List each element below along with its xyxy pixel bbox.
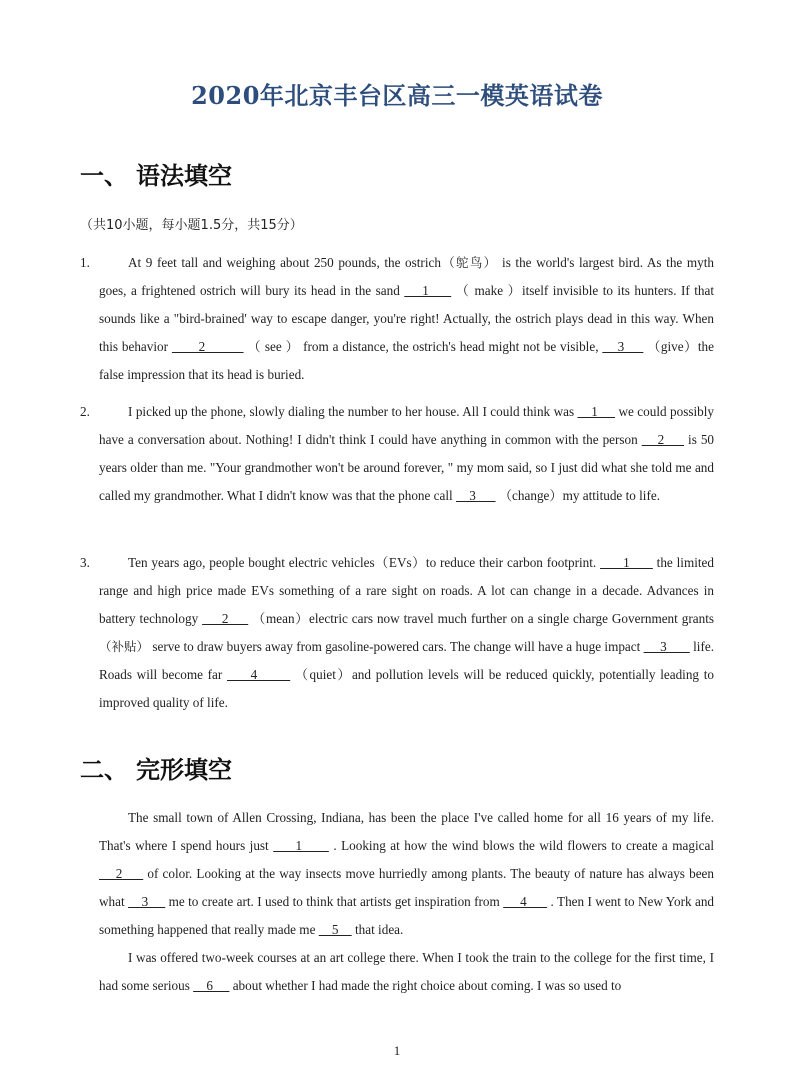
text-run: I picked up the phone, slowly dialing the number to her house. All I could think was [128, 404, 578, 419]
text-run: life. Roads will become far [99, 639, 715, 682]
text-run: The small town of Allen Crossing, Indiana, has been the place I've called home for all 16 years of my life. That's where I spend hours just [99, 810, 714, 853]
passage-paragraph-2 [99, 944, 714, 1000]
text-run: （ see ） from a distance, the ostrich's head might not be visible, [243, 339, 603, 354]
answer-blank: 2 [641, 432, 685, 447]
answer-blank: 4 [503, 894, 548, 909]
text-run: At 9 feet tall and weighing about 250 pounds, the ostrich [128, 255, 441, 270]
section-number: 二、 [80, 756, 128, 784]
page-title: 2020年北京丰台区高三一模英语试卷 [191, 81, 603, 110]
section-heading-cloze [80, 750, 232, 785]
question-2 [80, 398, 714, 510]
text-run: （give）the false impression that its head is buried. [99, 339, 714, 382]
text-run: （mean）electric cars now travel much further on a single charge Government grants [248, 611, 714, 626]
section-number: 一、 [80, 162, 128, 190]
answer-blank: 3 [128, 894, 166, 909]
section-title: 完形填空 [136, 756, 232, 784]
text-run: is the world's largest bird. As the myth goes, a frightened ostrich will bury its head in the sand [99, 255, 714, 298]
text-run: of color. Looking at the way insects move hurriedly among plants. The beauty of nature has always been what [99, 866, 715, 909]
text-run: we could possibly have a conversation about. Nothing! I didn't think I could have anything in common with the person [99, 404, 715, 447]
text-run: . Looking at how the wind blows the wild flowers to create a magical [328, 838, 714, 853]
answer-blank: 3 [456, 488, 496, 503]
answer-blank: 6 [193, 978, 230, 993]
question-text [99, 398, 714, 510]
answer-blank: 1 [600, 555, 653, 570]
question-3 [80, 549, 714, 717]
text-run: I was offered two-week courses at an art college there. When I took the train to the college for the first time, I had some serious [99, 950, 714, 993]
question-number: 2. [80, 404, 90, 419]
answer-blank: 3 [643, 639, 690, 654]
answer-blank: 3 [602, 339, 644, 354]
answer-blank: 5 [318, 922, 352, 937]
text-run: . Then I went to New York and something happened that really made me [99, 894, 715, 937]
section-title: 语法填空 [136, 162, 232, 190]
question-1 [80, 249, 714, 389]
text-run: （ make ）itself invisible to its hunters. If that sounds like a "bird-brained' way to escape danger, you're right! Actually, the ostrich plays dead in this way. When this behavior [99, 283, 715, 354]
page-number: 1 [393, 1043, 401, 1058]
text-run: （change）my attitude to life. [495, 488, 661, 503]
passage-paragraph-1 [99, 804, 714, 944]
section-note: （共10小题，每小题1.5分，共15分） [80, 218, 303, 233]
question-number: 1. [80, 255, 90, 270]
text-run: serve to draw buyers away from gasoline-powered cars. The change will have a huge impact [149, 639, 644, 654]
question-number: 3. [80, 555, 90, 570]
text-run: me to create art. I used to think that artists get inspiration from [165, 894, 504, 909]
section-heading-grammar [80, 156, 232, 191]
text-run: about whether I had made the right choice about coming. I was so used to [229, 978, 622, 993]
chinese-gloss: （补贴） [99, 639, 150, 654]
answer-blank: 2 [171, 339, 244, 354]
answer-blank: 2 [202, 611, 249, 626]
text-run: （quiet）and pollution levels will be reduced quickly, potentially leading to improved quality of life. [99, 667, 714, 710]
answer-blank: 2 [99, 866, 144, 881]
text-run: that idea. [351, 922, 404, 937]
text-run: the limited range and high price made EVs something of a rare sight on roads. A lot can change in a decade. Advances in battery technology [99, 555, 714, 626]
chinese-gloss: （鸵鸟） [440, 255, 498, 270]
answer-blank: 1 [404, 283, 452, 298]
text-run: is 50 years older than me. "Your grandmother won't be around forever, " my mom said, so I just did what she told me and called my grandmother. What I didn't know was that the phone call [99, 432, 715, 503]
answer-blank: 1 [273, 838, 329, 853]
answer-blank: 4 [227, 667, 291, 682]
answer-blank: 1 [577, 404, 616, 419]
question-text [99, 249, 714, 389]
question-text [99, 549, 714, 717]
text-run: Ten years ago, people bought electric vehicles（EVs）to reduce their carbon footprint. [128, 555, 601, 570]
